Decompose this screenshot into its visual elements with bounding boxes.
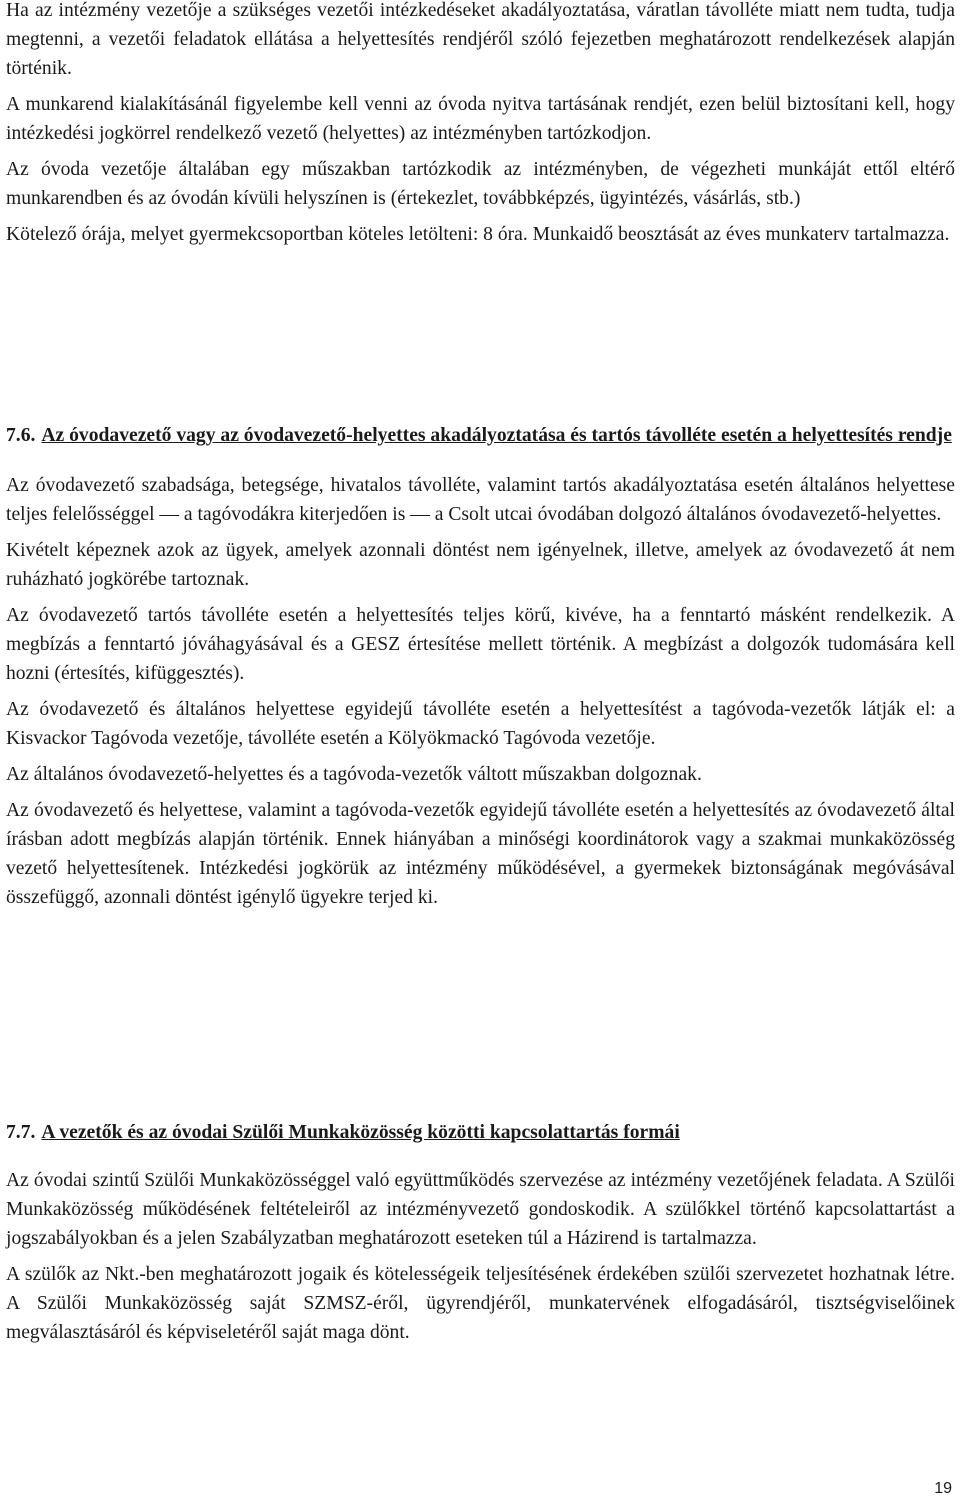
- paragraph: Ha az intézmény vezetője a szükséges vezetői intézkedéseket akadályoztatása, váratlan távolléte miatt nem tudta, tudja megtenni, a vezetői feladatok ellátása a helyettesítés rendjéről szóló fejezetben meghatározott rendelkezések alapján történik.: [6, 0, 955, 79]
- section-number: 7.6.: [6, 425, 36, 446]
- paragraph: A munkarend kialakításánál figyelembe kell venni az óvoda nyitva tartásának rendjét, ezen belül biztosítani kell, hogy intézkedési jogkörrel rendelkező vezető (helyettes) az intézményben tartózkodjon.: [6, 94, 955, 144]
- section-heading: [6, 421, 955, 450]
- section-title: A vezetők és az óvodai Szülői Munkaközösség közötti kapcsolattartás formái: [41, 1122, 680, 1143]
- section-7-7: [6, 1118, 955, 1347]
- paragraph: Kötelező órája, melyet gyermekcsoportban köteles letölteni: 8 óra. Munkaidő beosztását az éves munkaterv tartalmazza.: [6, 224, 950, 245]
- paragraph: A szülők az Nkt.-ben meghatározott jogaik és kötelességeik teljesítésének érdekében szülői szervezetet hozhatnak létre. A Szülői Munkaközösség saját SZMSZ-éről, ügyrendjéről, munkatervének elfogadásáról, tisztségviselőinek megválasztásáról és képviseletéről saját maga dönt.: [6, 1264, 955, 1343]
- section-title: Az óvodavezető vagy az óvodavezető-helyettes akadályoztatása és tartós távolléte esetén a helyettesítés rendje: [41, 425, 952, 446]
- paragraph: Az óvoda vezetője általában egy műszakban tartózkodik az intézményben, de végezheti munkáját ettől eltérő munkarendben és az óvodán kívüli helyszínen is (értekezlet, továbbképzés, ügyintézés, vásárlás, stb.): [6, 159, 955, 209]
- paragraph: Az óvodavezető szabadsága, betegsége, hivatalos távolléte, valamint tartós akadályoztatása esetén általános helyettese teljes felelősséggel ― a tagóvodákra kiterjedően is ― a Csolt utcai óvodában dolgozó általános óvodavezető-helyettes.: [6, 475, 955, 525]
- section-7-6: [6, 421, 955, 912]
- paragraph: Az óvodai szintű Szülői Munkaközösséggel való együttműködés szervezése az intézmény vezetőjének feladata. A Szülői Munkaközösség működésének feltételeiről az intézményvezető gondoskodik. A szülőkkel történő kapcsolattartást a jogszabályokban és a jelen Szabályzatban meghatározott eseteken túl a Házirend is tartalmazza.: [6, 1170, 955, 1249]
- section-heading: [6, 1118, 955, 1147]
- paragraph: Az óvodavezető és helyettese, valamint a tagóvoda-vezetők egyidejű távolléte esetén a helyettesítés az óvodavezető által írásban adott megbízás alapján történik. Ennek hiányában a minőségi koordinátorok vagy a szakmai munkaközösség vezető helyettesítenek. Intézkedési jogkörük az intézmény működésével, a gyermekek biztonságának megóvásával összefüggő, azonnali döntést igénylő ügyekre terjed ki.: [6, 800, 955, 908]
- intro-section: [6, 0, 955, 249]
- page-number: 19: [934, 1480, 952, 1497]
- section-number: 7.7.: [6, 1122, 36, 1143]
- paragraph: Kivételt képeznek azok az ügyek, amelyek azonnali döntést nem igényelnek, illetve, amelyek az óvodavezető át nem ruházható jogkörébe tartoznak.: [6, 540, 955, 590]
- paragraph: Az általános óvodavezető-helyettes és a tagóvoda-vezetők váltott műszakban dolgoznak.: [6, 764, 702, 785]
- paragraph: Az óvodavezető tartós távolléte esetén a helyettesítés teljes körű, kivéve, ha a fenntartó másként rendelkezik. A megbízás a fenntartó jóváhagyásával és a GESZ értesítése mellett történik. A megbízást a dolgozók tudomására kell hozni (értesítés, kifüggesztés).: [6, 605, 955, 684]
- paragraph: Az óvodavezető és általános helyettese egyidejű távolléte esetén a helyettesítést a tagóvoda-vezetők látják el: a Kisvackor Tagóvoda vezetője, távolléte esetén a Kölyökmackó Tagóvoda vezetője.: [6, 699, 955, 749]
